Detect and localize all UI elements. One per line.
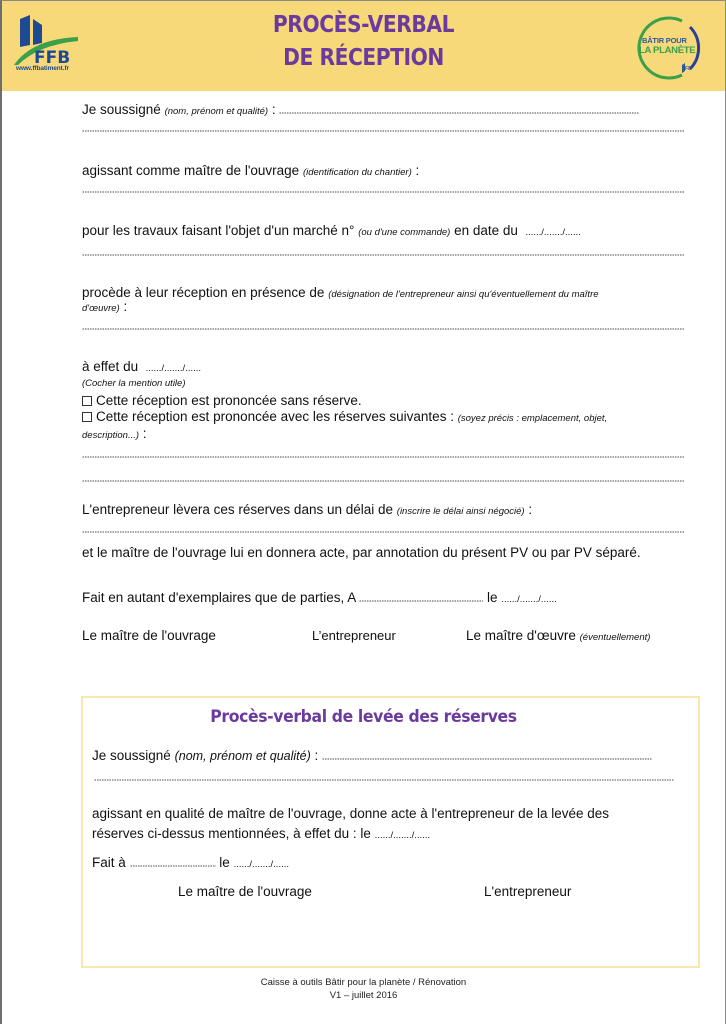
presence-line: [82, 284, 599, 304]
delai-field[interactable]: [82, 531, 685, 533]
travaux-line: [82, 222, 581, 242]
levee-soussigne-field[interactable]: [322, 758, 652, 760]
signature-label: L’entrepreneur: [312, 628, 396, 643]
presence-line-2: [82, 298, 127, 318]
soussigne-line: [82, 101, 639, 121]
footer-line-2: V1 – juillet 2016: [329, 990, 398, 1001]
colon: :: [268, 102, 276, 117]
reserves-hint-line-2: [82, 425, 147, 445]
fait-lieu-field[interactable]: [359, 600, 483, 602]
maitre-label: agissant comme maître de l'ouvrage: [82, 163, 300, 178]
signature-maitre-oeuvre: [466, 627, 650, 647]
levee-soussigne-line: [92, 747, 652, 765]
reserves-hint: (soyez précis : emplacement, objet,: [457, 413, 608, 424]
ffb-url: www.ffbatiment.fr: [16, 65, 69, 72]
signature-maitre-ouvrage: [82, 627, 216, 645]
maitre-ouvrage-field[interactable]: [82, 191, 685, 193]
colon: :: [119, 299, 128, 314]
delai-label: L'entrepreneur lèvera ces réserves dans un délai de: [82, 502, 394, 517]
levee-fait-le: le: [219, 855, 230, 870]
maitre-hint: (identification du chantier): [302, 167, 412, 178]
levee-text-1: agissant en qualité de maître de l'ouvrage, donne acte à l'entrepreneur de la levée des: [92, 806, 610, 821]
acte-text: et le maître de l'ouvrage lui en donnera acte, par annotation du présent PV ou par PV séparé.: [82, 545, 641, 560]
levee-date-field[interactable]: ....../......./......: [374, 830, 431, 841]
presence-label: procède à leur réception en présence de: [82, 285, 325, 300]
levee-text-2: réserves ci-dessus mentionnées, à effet du : le: [92, 826, 371, 841]
signature-label: Le maître d'œuvre: [466, 628, 576, 643]
option-sans-reserve-label: Cette réception est prononcée sans réserve.: [96, 393, 362, 408]
logo-line-1: BÂTIR POUR: [642, 36, 687, 45]
travaux-date-field[interactable]: ....../......./......: [525, 227, 581, 238]
presence-field[interactable]: [82, 328, 685, 330]
footer-line-1: Caisse à outils Bâtir pour la planète / Rénovation: [260, 977, 467, 988]
delai-hint: (inscrire le délai ainsi négocié): [396, 506, 525, 517]
levee-text-line-2: [92, 825, 430, 845]
levee-text-line-1: [92, 805, 609, 823]
levee-signature-maitre-ouvrage: [178, 883, 312, 901]
levee-fait-label: Fait à: [92, 855, 126, 870]
delai-line: [82, 501, 532, 521]
fait-label: Fait en autant d'exemplaires que de parties, A: [82, 590, 356, 605]
levee-soussigne-hint: (nom, prénom et qualité): [174, 749, 311, 763]
checkbox-sans-reserve[interactable]: [82, 396, 92, 406]
colon: :: [139, 426, 147, 441]
travaux-hint: (ou d'une commande): [358, 227, 451, 238]
soussigne-field-line-2[interactable]: [82, 130, 685, 132]
batir-pour-la-planete-logo-icon: [630, 13, 710, 83]
cocher-hint: (Cocher la mention utile): [82, 378, 186, 389]
logo-line-2: LA PLANÈTE: [639, 45, 696, 56]
title-line-2: DE RÉCEPTION: [283, 45, 444, 71]
signature-entrepreneur: [312, 627, 396, 645]
signature-label: Le maître de l'ouvrage: [178, 884, 312, 899]
logo-badge: FFB: [682, 66, 692, 72]
effet-label: à effet: [82, 359, 120, 374]
signature-hint: (éventuellement): [579, 632, 651, 643]
header-banner: [2, 1, 725, 91]
soussigne-hint: (nom, prénom et qualité): [164, 106, 269, 117]
soussigne-label: Je soussigné: [82, 102, 161, 117]
fait-le: le: [487, 590, 498, 605]
page-title: [45, 9, 681, 75]
reserves-hint-2: description...): [82, 430, 140, 441]
option-avec-reserves-label: Cette réception est prononcée avec les réserves suivantes :: [96, 409, 454, 424]
levee-fait-lieu-field[interactable]: [130, 865, 216, 867]
fait-date-field[interactable]: ....../......./......: [501, 594, 557, 605]
colon: :: [524, 502, 533, 517]
reserves-field-line-1[interactable]: [82, 456, 685, 458]
ffb-logo-text: FFB: [34, 48, 71, 67]
levee-soussigne-field-line-2[interactable]: [94, 779, 674, 781]
fait-line: [82, 589, 557, 609]
acte-line: [82, 544, 641, 562]
travaux-date-label: en date du: [454, 223, 518, 238]
levee-fait-line: [92, 854, 289, 874]
colon: :: [310, 748, 319, 763]
reserves-field-line-2[interactable]: [82, 480, 685, 482]
travaux-field[interactable]: [82, 254, 685, 256]
presence-hint-2: d'œuvre): [82, 303, 120, 314]
option-avec-reserves[interactable]: [82, 408, 607, 428]
levee-signature-entrepreneur: [484, 883, 571, 901]
effet-date-field[interactable]: ....../......./......: [145, 363, 202, 374]
title-line-1: PROCÈS-VERBAL: [272, 12, 455, 38]
signature-label: L'entrepreneur: [484, 884, 572, 899]
levee-title: Procès-verbal de levée des réserves: [210, 707, 517, 727]
maitre-ouvrage-line: [82, 162, 419, 182]
levee-fait-date-field[interactable]: ....../......./......: [233, 859, 290, 870]
levee-soussigne-label: Je soussigné: [92, 748, 171, 763]
colon: :: [411, 163, 420, 178]
signature-label: Le maître de l'ouvrage: [82, 628, 216, 643]
checkbox-avec-reserves[interactable]: [82, 412, 92, 422]
cocher-hint-line: [82, 373, 186, 393]
travaux-label: pour les travaux faisant l'objet d'un marché n°: [82, 223, 355, 238]
soussigne-field[interactable]: [279, 112, 639, 114]
footer: [2, 976, 725, 1002]
presence-hint: (désignation de l'entrepreneur ainsi qu'éventuellement du maître: [328, 289, 599, 300]
effet-du: du: [123, 359, 139, 374]
